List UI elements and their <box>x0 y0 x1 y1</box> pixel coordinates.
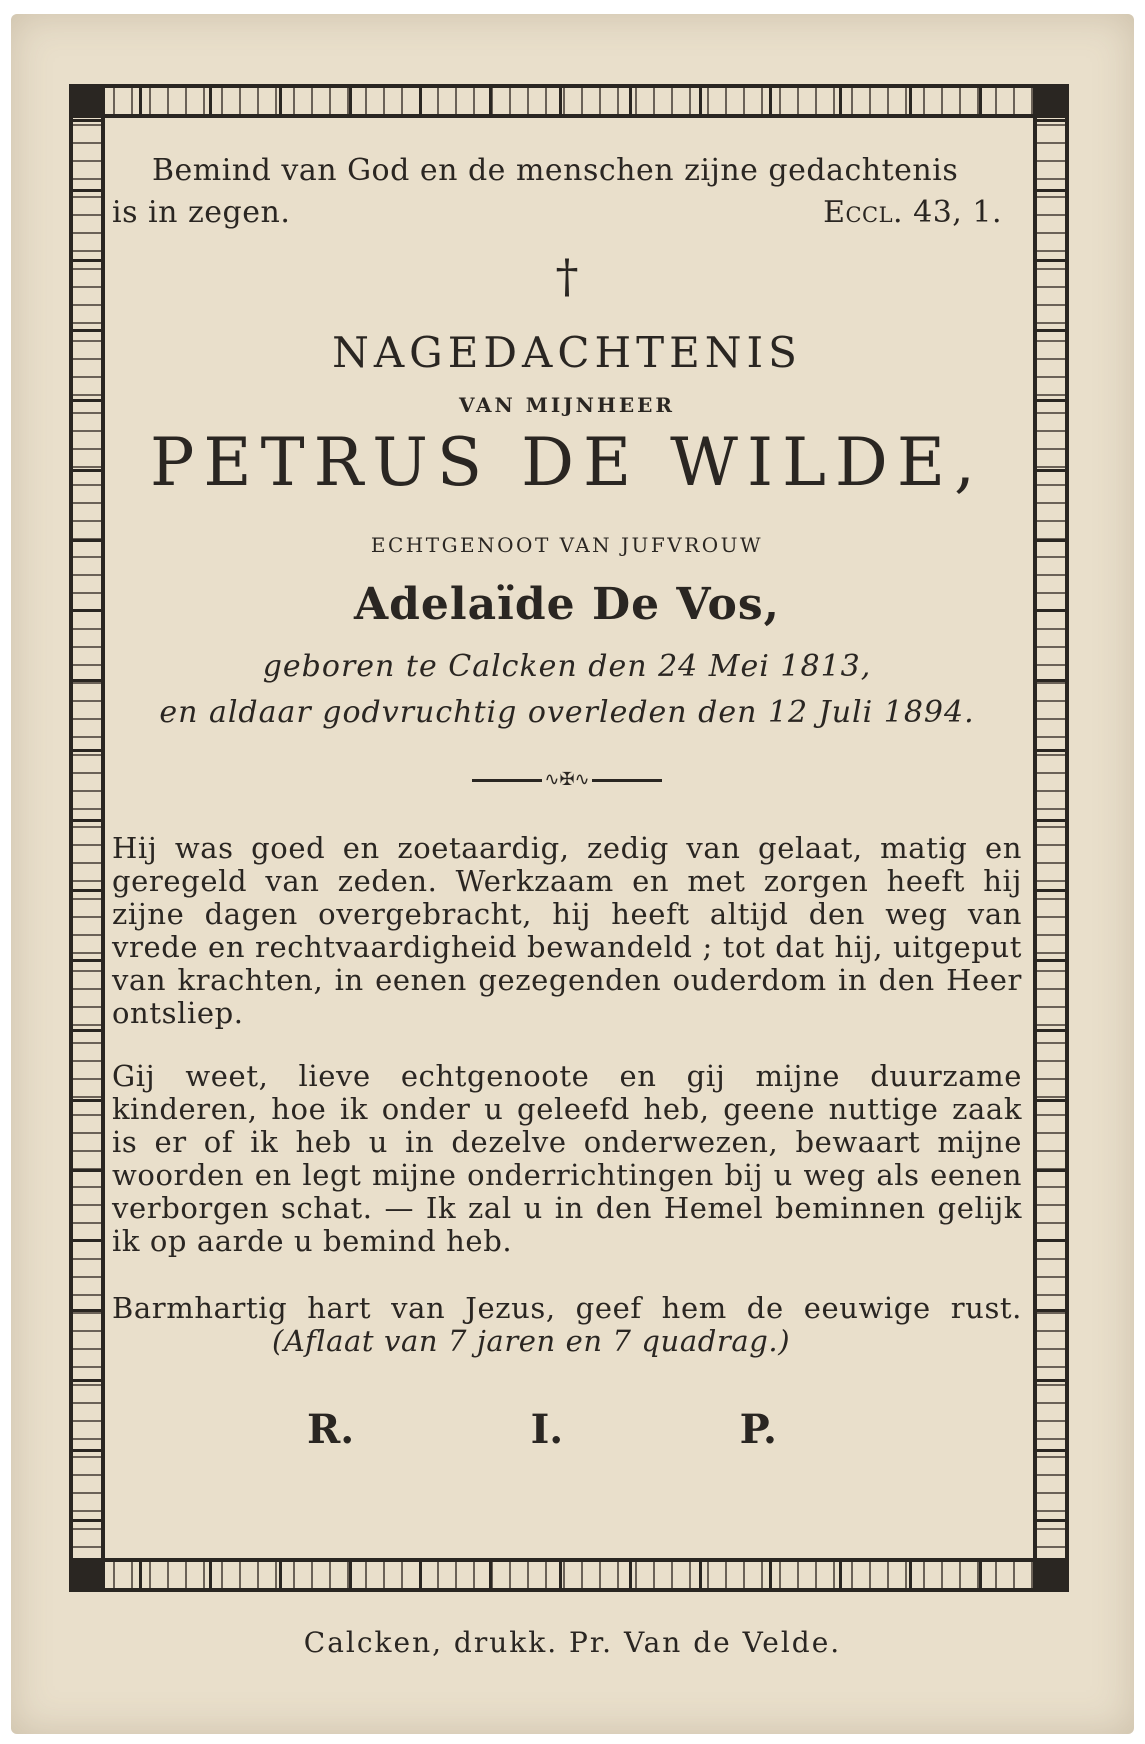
rip-r: R. <box>307 1406 355 1453</box>
border-left <box>69 84 105 1592</box>
van-mijnheer: VAN MIJNHEER <box>459 393 675 417</box>
epigraph-line2: is in zegen. <box>112 195 291 230</box>
life-dates <box>112 644 1022 736</box>
rip-p: P. <box>739 1406 777 1453</box>
border-bottom <box>69 1558 1069 1592</box>
ornamental-divider <box>472 770 662 790</box>
indulgence-note: (Aflaat van 7 jaren en 7 quadrag.) <box>272 1324 791 1358</box>
epigraph-line1: Bemind van God en de menschen zijne gedachtenis <box>152 153 959 188</box>
epigraph-reference: Eccl. 43, 1. <box>823 195 1002 230</box>
birth-line: geboren te Calcken den 24 Mei 1813, <box>262 649 872 684</box>
epigraph <box>112 150 1022 234</box>
rip <box>307 1406 777 1453</box>
paragraph-farewell: Gij weet, lieve echtgenoote en gij mijne duurzame kinderen, hoe ik onder u geleefd heb, geene nuttige zaak is er of ik heb u in dezelve onderwezen, bewaart mijne woorden en legt mijne onderrichtingen bij u weg als eenen verborgen schat. — Ik zal u in den Hemel beminnen gelijk ik op aarde u bemind heb. <box>112 1059 1022 1258</box>
card-content <box>112 150 1022 1453</box>
paragraph-virtues: Hij was goed en zoetaardig, zedig van gelaat, matig en geregeld van zeden. Werkzaam en met zorgen heeft hij zijne dagen overgebracht, hij heeft altijd den weg van vrede en rechtvaardigheid bewandeld ; tot dat hij, uitgeput van krachten, in eenen gezegenden ouderdom in den Heer ontsliep. <box>112 831 1022 1030</box>
spouse-name: Adelaïde De Vos, <box>354 579 780 630</box>
prayer-block <box>112 1292 1022 1358</box>
divider-bar-left <box>472 779 542 782</box>
cross-icon: † <box>555 249 579 303</box>
heading: NAGEDACHTENIS <box>332 328 802 377</box>
rip-i: I. <box>530 1406 564 1453</box>
corner-top-right <box>1033 84 1069 118</box>
corner-bottom-right <box>1033 1558 1069 1592</box>
death-line: en aldaar godvruchtig overleden den 12 Juli 1894. <box>159 695 975 730</box>
spouse-label: ECHTGENOOT VAN JUFVROUW <box>370 533 764 557</box>
corner-top-left <box>69 84 105 118</box>
divider-bar-right <box>592 779 662 782</box>
border-top <box>69 84 1069 118</box>
divider-ornament: ∿✠∿ <box>544 769 590 790</box>
printer-imprint: Calcken, drukk. Pr. Van de Velde. <box>303 1626 842 1659</box>
border-right <box>1033 84 1069 1592</box>
prayer: Barmhartig hart van Jezus, geef hem de eeuwige rust. <box>112 1291 1022 1325</box>
corner-bottom-left <box>69 1558 105 1592</box>
deceased-name: PETRUS DE WILDE, <box>149 424 984 501</box>
